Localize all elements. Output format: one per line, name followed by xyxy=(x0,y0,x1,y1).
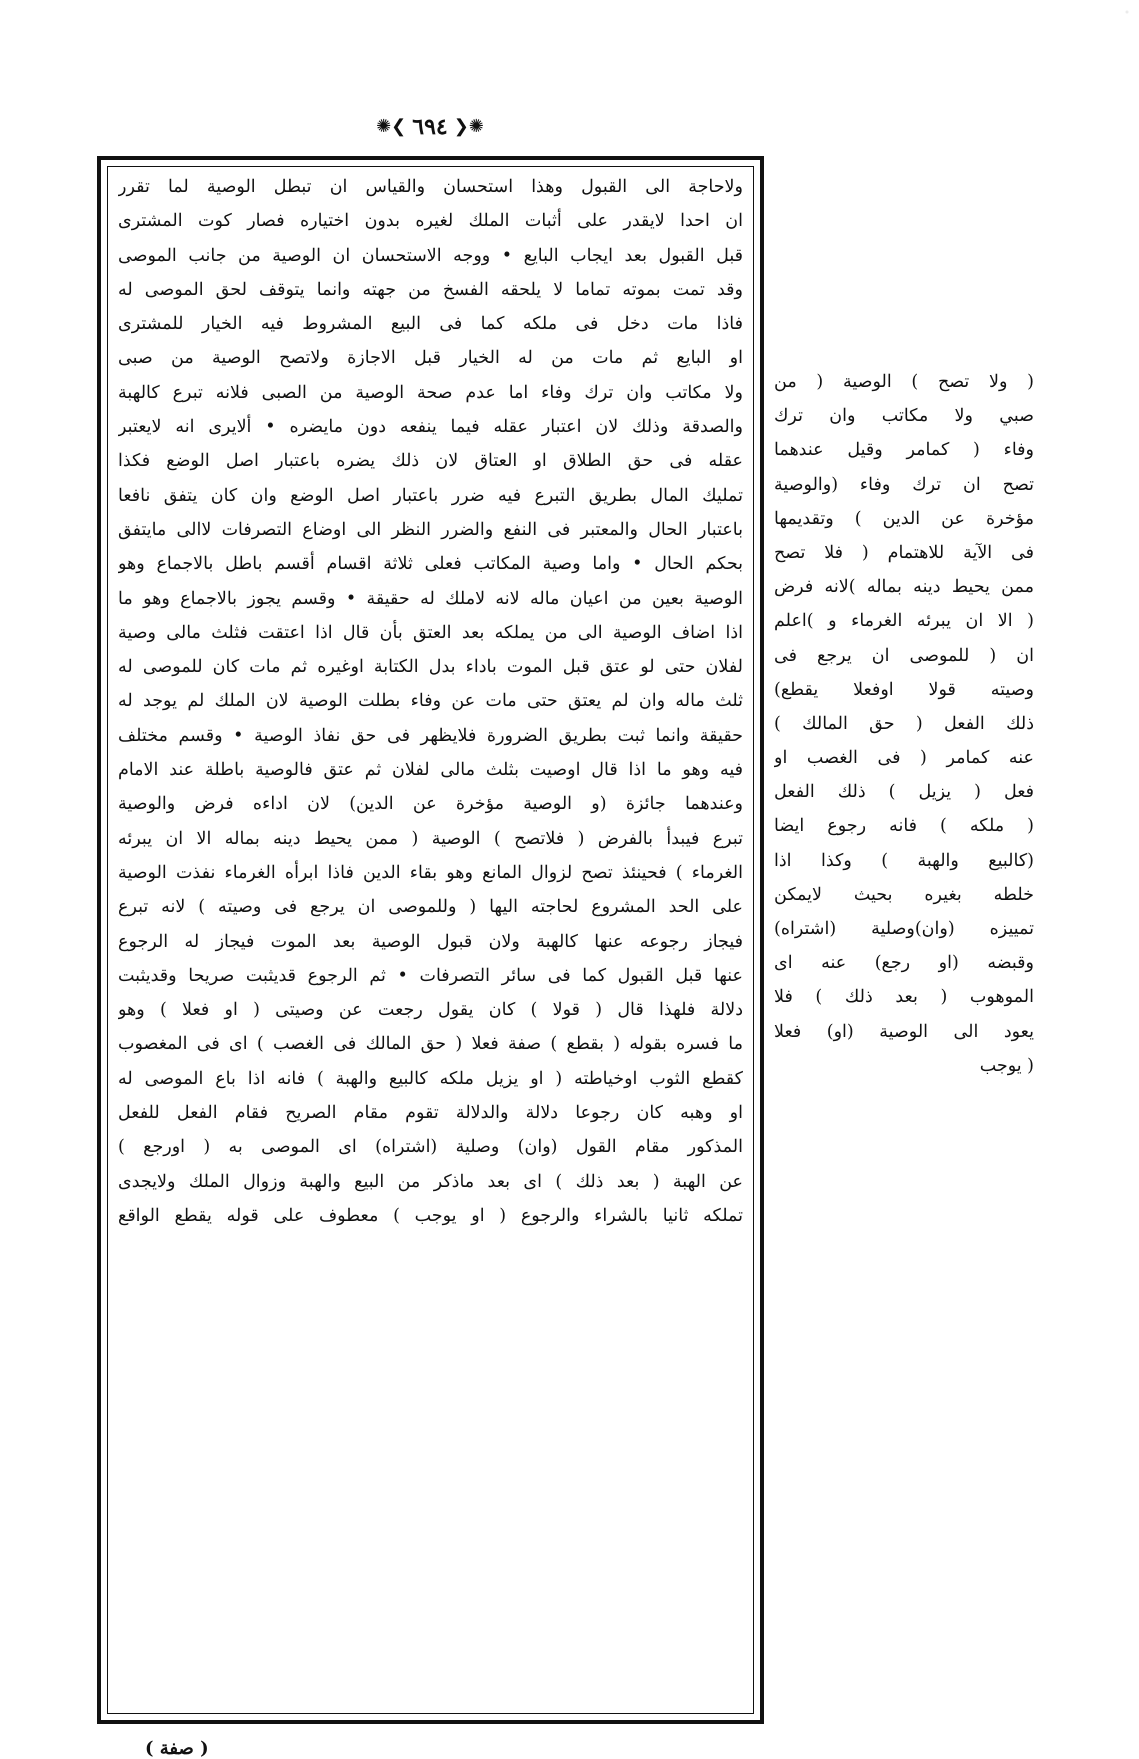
margin-text-line: وفاء ( كمامر وقيل عندهما xyxy=(774,440,1034,461)
margin-text-line: فعل ( يزيل ) ذلك الفعل xyxy=(774,782,1034,803)
marginal-matn-text xyxy=(774,365,1034,1083)
margin-text-line: تمييزه (وان)وصلية (اشتراه) xyxy=(774,919,1034,939)
text-line: المذكور مقام القول (وان) وصلية (اشتراه) اى الموصى به ( اورجع ) xyxy=(118,1137,743,1158)
text-line: وعندهما جائزة (و الوصية مؤخرة عن الدين) لان اداءه فرض والوصية xyxy=(118,794,743,815)
text-line: باعتبار الحال والمعتبر فى النفع والضرر النظر الى اوضاع التصرفات لاالى مايتفق xyxy=(118,519,743,540)
text-line: لفلان حتى لو عتق قبل الموت باداء بدل الكتابة اوغيره ثم مات كان للموصى له xyxy=(118,657,743,678)
margin-text-line: خلطه بغيره بحيث لايمكن xyxy=(774,884,1034,905)
ornament-right-icon: ❯✺ xyxy=(453,116,484,137)
text-line: اذا اضاف الوصية الى من يملكه بعد العتق بأن قال اذا اعتقت فثلث مالى وصية xyxy=(118,622,743,643)
margin-text-line: يعود الى الوصية (او) فعلا xyxy=(774,1021,1034,1042)
margin-text-line: ذلك الفعل ( حق المالك ) xyxy=(774,713,1034,734)
main-commentary-text xyxy=(118,170,743,1233)
text-line: عنها قبل القبول كما فى سائر التصرفات • ثم الرجوع قديثبت صريحا وقديثبت xyxy=(118,965,743,986)
page-header xyxy=(355,112,505,142)
text-line: وقد تمت بموته تماما لا يلحقه الفسخ من جهته وانما يتوقف لحق الموصى له xyxy=(118,279,743,300)
margin-text-line: عنه كمامر ( فى الغصب او xyxy=(774,748,1034,769)
text-line: عن الهبة ( بعد ذلك ) اى بعد ماذكر من البيع والهبة وزوال الملك ولايجدى xyxy=(118,1171,743,1192)
text-line: ثلث ماله وان لم يعتق حتى مات عن وفاء بطلت الوصية لان الملك لم يوجد له xyxy=(118,691,743,712)
margin-text-line: (كالبيع والهبة ) وكذا اذا xyxy=(774,850,1034,871)
text-line: دلالة فلهذا قال ( قولا ) كان يقول رجعت عن وصيتى ( او فعلا ) وهو xyxy=(118,1000,743,1021)
margin-text-line: صبي ولا مكاتب وان ترك xyxy=(774,406,1034,427)
text-line: الغرماء ) فحينئذ تصح لزوال المانع وهو بقاء الدين فاذا ابرأه الغرماء نفذت الوصية xyxy=(118,862,743,883)
text-line: ولاحاجة الى القبول وهذا استحسان والقياس ان تبطل الوصية لما تقرر xyxy=(118,177,743,197)
text-line: ولا مكاتب وان ترك وفاء اما عدم صحة الوصية من الصبى فلانه تبرع كالهبة xyxy=(118,382,743,403)
text-line: فيجاز رجوعه عنها كالهبة ولان قبول الوصية بعد الموت فيجاز له الرجوع xyxy=(118,931,743,952)
text-line: حقيقة وانما ثبت بطريق الضرورة فلايظهر فى حق نفاذ الوصية • وقسم مختلف xyxy=(118,725,743,746)
page-number: ٦٩٤ xyxy=(412,114,448,140)
text-line: تبرع فيبدأ بالفرض ( فلاتصح ) الوصية ( ممن يحيط دينه بماله الا ان يبرئه xyxy=(118,828,743,849)
margin-text-line: الموهوب ( بعد ذلك ) فلا xyxy=(774,987,1034,1008)
margin-text-line: ( يوجب xyxy=(979,1055,1034,1076)
text-line: تملكه ثانيا بالشراء والرجوع ( او يوجب ) معطوف على قوله يقطع الواقع xyxy=(118,1205,743,1226)
text-line: فاذا مات دخل فى ملكه كما فى البيع المشروط فيه الخيار للمشترى xyxy=(118,314,743,335)
text-line: ان احدا لايقدر على أثبات الملك لغيره بدون اختياره فصار كوت المشترى xyxy=(118,211,743,232)
margin-text-line: فى الآية للاهتمام ( فلا تصح xyxy=(774,542,1034,563)
margin-text-line: مؤخرة عن الدين ) وتقديمها xyxy=(774,508,1034,529)
margin-text-line: ممن يحيط دينه بماله )لانه فرض xyxy=(774,577,1034,598)
text-line: على الحد المشروع لحاجته اليها ( وللموصى ان يرجع فى وصيته ) لانه تبرع xyxy=(118,897,743,918)
margin-text-line: وقبضه (او رجع) عنه اى xyxy=(774,953,1034,974)
margin-text-line: ( ولا تصح ) الوصية ( من xyxy=(774,372,1034,392)
margin-text-line: ( الا ان يبرئه الغرماء و )اعلم xyxy=(774,611,1034,632)
ornament-left-icon: ✺❮ xyxy=(376,116,407,137)
margin-text-line: وصيته قولا اوفعلا يقطع) xyxy=(774,679,1034,700)
text-line: او البايع ثم مات من له الخيار قبل الاجازة ولاتصح الوصية من صبى xyxy=(118,348,743,369)
text-line: والصدقة وذلك لان اعتبار عقله فيما ينفعه دون مايضره • ألايرى انه لايعتبر xyxy=(118,417,743,438)
text-line: فيه وهو ما اذا قال اوصيت بثلث مالى لفلان ثم عتق فالوصية باطلة عند الامام xyxy=(118,760,743,781)
text-line: ما فسره بقوله ( بقطع ) صفة فعلا ( حق المالك فى الغصب ) اى فى المغصوب xyxy=(118,1034,743,1055)
scan-artifact xyxy=(1079,0,1139,60)
text-line: كقطع الثوب اوخياطته ( او يزيل ملكه كالبيع والهبة ) فانه اذا باع الموصى له xyxy=(118,1068,743,1089)
text-line: عقله فى حق الطلاق او العتاق لان ذلك يضره باعتبار اصل الوضع فكذا xyxy=(118,451,743,472)
text-line: تمليك المال بطريق التبرع فيه ضرر باعتبار اصل الوضع وان كان يتفق نافعا xyxy=(118,485,743,506)
catchword: ( صفة ) xyxy=(145,1738,209,1759)
margin-text-line: ان ( للموصى ان يرجع فى xyxy=(774,645,1034,666)
text-line: بحكم الحال • واما وصية المكاتب فعلى ثلاثة اقسام أقسم باطل بالاجماع وهو xyxy=(118,554,743,575)
margin-text-line: تصح ان ترك وفاء (والوصية xyxy=(774,474,1034,495)
text-line: قبل القبول بعد ايجاب البايع • ووجه الاستحسان ان الوصية من جانب الموصى xyxy=(118,245,743,266)
text-line: او وهبه كان رجوعا دلالة والدلالة تقوم مقام الصريح فقام الفعل للفعل xyxy=(118,1103,743,1124)
margin-text-line: ( ملكه ) فانه رجوع ايضا xyxy=(774,816,1034,837)
text-line: الوصية بعين من اعيان ماله لانه لاملك له حقيقة • وقسم يجوز بالاجماع وهو ما xyxy=(118,588,743,609)
